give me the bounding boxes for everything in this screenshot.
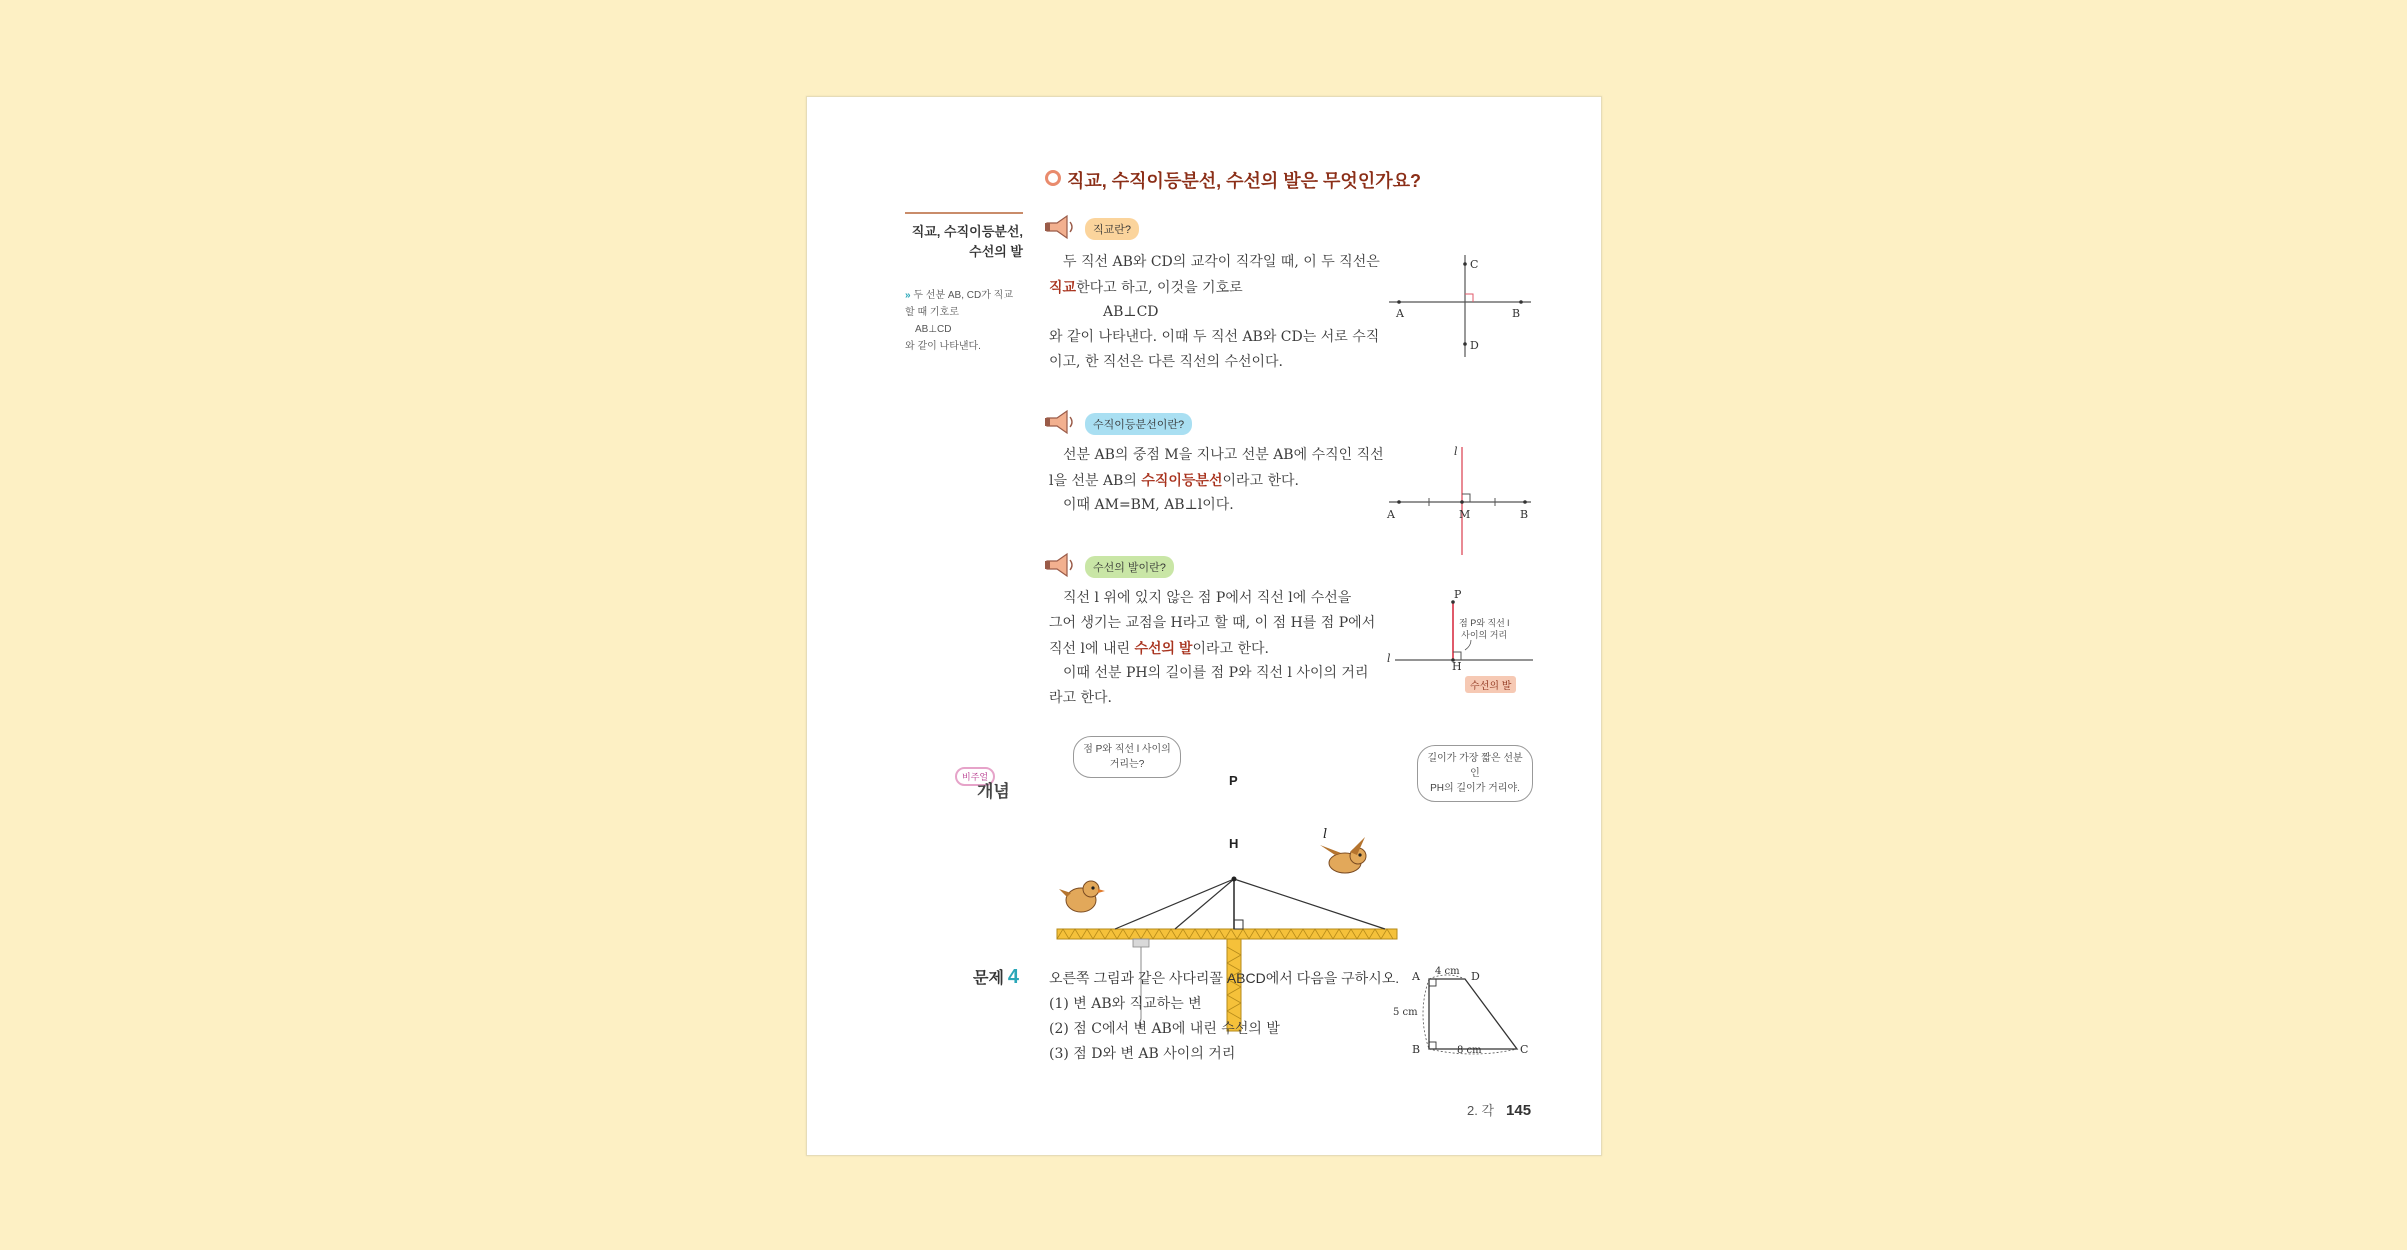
- orthogonal-text: [1049, 275, 1243, 301]
- line-label-l: l: [1387, 652, 1391, 665]
- bird-right-icon: [1320, 837, 1366, 873]
- textbook-page: [806, 96, 1602, 1156]
- visual-label-bottom: 개념: [977, 782, 1010, 801]
- orthogonal-term: 직교: [1049, 279, 1077, 295]
- bisector-figure: [1385, 445, 1535, 557]
- bird-left-icon: [1059, 881, 1105, 912]
- distance-line: 점 P와 직선 l: [1459, 618, 1510, 628]
- problem-item: (3) 점 D와 변 AB 사이의 거리: [1049, 1046, 1236, 1062]
- bisector-text: 이때 AM=BM, AB⊥l이다.: [1063, 497, 1234, 513]
- point-label-c: C: [1470, 258, 1479, 271]
- crane-label-h: H: [1229, 836, 1239, 851]
- double-chevron-icon: »: [905, 290, 911, 301]
- problem-number: 4: [1007, 966, 1020, 988]
- trap-label-b: B: [1412, 1043, 1421, 1056]
- bisector-text: 선분 AB의 중점 M을 지나고 선분 AB에 수직인 직선: [1063, 447, 1384, 463]
- foot-tag: 수선의 발이란?: [1085, 556, 1174, 578]
- point-label-a: A: [1396, 307, 1404, 320]
- megaphone-icon: [1043, 552, 1075, 578]
- bubble-left-line: 거리는?: [1109, 759, 1145, 770]
- page-number: 145: [1506, 1102, 1532, 1119]
- bubble-right-line: PH의 길이가 거리야.: [1430, 783, 1520, 794]
- sidebar-title-line: 수선의 발: [969, 244, 1023, 259]
- point-label-p: P: [1454, 588, 1462, 601]
- page-footer: [1467, 1100, 1531, 1119]
- point-label-a: A: [1387, 508, 1395, 521]
- point-label-b: B: [1520, 508, 1529, 521]
- trap-bottom-length: 8 cm: [1457, 1045, 1482, 1056]
- trap-label-a: A: [1412, 970, 1420, 983]
- right-angle-mark: [1465, 294, 1473, 302]
- problem-question: 오른쪽 그림과 같은 사다리꼴 ABCD에서 다음을 구하시오.: [1049, 970, 1400, 986]
- point-label-h: H: [1452, 660, 1462, 673]
- bisector-text-pre: l을 선분 AB의: [1049, 473, 1142, 489]
- orthogonal-tag: 직교란?: [1085, 218, 1139, 240]
- bisector-text: [1049, 468, 1299, 494]
- foot-text: 이때 선분 PH의 길이를 점 P와 직선 l 사이의 거리: [1063, 665, 1369, 681]
- problem-label-text: 문제: [973, 970, 1004, 987]
- point-label-d: D: [1470, 339, 1479, 352]
- trap-top-length: 4 cm: [1435, 966, 1460, 977]
- megaphone-icon: [1043, 214, 1075, 240]
- point-label-m: M: [1459, 508, 1471, 521]
- trap-left-length: 5 cm: [1393, 1007, 1418, 1018]
- line-label-l: l: [1454, 445, 1458, 458]
- orthogonal-text: 와 같이 나타낸다. 이때 두 직선 AB와 CD는 서로 수직: [1049, 329, 1380, 345]
- distance-line: 사이의 거리: [1461, 630, 1508, 640]
- orthogonal-text-rest: 한다고 하고, 이것을 기호로: [1076, 280, 1243, 296]
- trap-label-d: D: [1471, 970, 1480, 983]
- orthogonal-figure: [1385, 252, 1535, 360]
- bubble-right-line: 길이가 가장 짧은 선분인: [1427, 753, 1523, 779]
- foot-term: 수선의 발: [1134, 640, 1193, 656]
- crane-label-l: l: [1323, 827, 1328, 842]
- visual-concept-label: [955, 767, 1011, 799]
- section-title-text: 직교, 수직이등분선, 수선의 발은 무엇인가요?: [1067, 171, 1421, 191]
- bisector-term: 수직이등분선: [1141, 472, 1223, 488]
- bisector-text-post: 이라고 한다.: [1222, 473, 1300, 489]
- bubble-right: [1417, 745, 1533, 802]
- sidebar-note: [905, 287, 1023, 355]
- section-title: [1045, 167, 1421, 193]
- visual-label-top: 비주얼: [955, 767, 995, 786]
- foot-text: [1049, 636, 1269, 662]
- sidebar-note-symbol: AB⊥CD: [915, 324, 952, 335]
- foot-text: 라고 한다.: [1049, 690, 1112, 706]
- foot-text-pre: 직선 l에 내린: [1049, 641, 1135, 657]
- foot-text: 직선 l 위에 있지 않은 점 P에서 직선 l에 수선을: [1063, 590, 1352, 606]
- bisector-tag: 수직이등분선이란?: [1085, 413, 1192, 435]
- orthogonal-text: 두 직선 AB와 CD의 교각이 직각일 때, 이 두 직선은: [1063, 254, 1380, 270]
- foot-text: 그어 생기는 교점을 H라고 할 때, 이 점 H를 점 P에서: [1049, 615, 1376, 631]
- trap-label-c: C: [1520, 1043, 1529, 1056]
- point-label-b: B: [1512, 307, 1521, 320]
- orthogonal-text: 이고, 한 직선은 다른 직선의 수선이다.: [1049, 354, 1284, 370]
- problem-item: (1) 변 AB와 직교하는 변: [1049, 996, 1202, 1012]
- sidebar-note-line: 와 같이 나타낸다.: [905, 341, 981, 352]
- orthogonal-symbol: AB⊥CD: [1103, 304, 1159, 320]
- footer-chapter: 2. 각: [1467, 1103, 1495, 1118]
- bubble-left-line: 점 P와 직선 l 사이의: [1083, 744, 1171, 755]
- sidebar-note-line: 두 선분 AB, CD가 직교: [913, 290, 1013, 301]
- title-bullet-icon: [1045, 170, 1061, 186]
- sidebar-note-line: 할 때 기호로: [905, 307, 959, 318]
- foot-text-post: 이라고 한다.: [1192, 641, 1269, 657]
- problem-label: [973, 965, 1019, 989]
- crane-label-p: P: [1229, 773, 1238, 788]
- problem-item: (2) 점 C에서 변 AB에 내린 수선의 발: [1049, 1021, 1280, 1037]
- distance-annotation: [1459, 617, 1509, 641]
- sidebar-title: [905, 212, 1023, 262]
- trapezoid-abcd: [1429, 979, 1517, 1049]
- foot-badge: 수선의 발: [1465, 676, 1516, 693]
- sidebar-title-line: 직교, 수직이등분선,: [911, 224, 1023, 239]
- megaphone-icon: [1043, 409, 1075, 435]
